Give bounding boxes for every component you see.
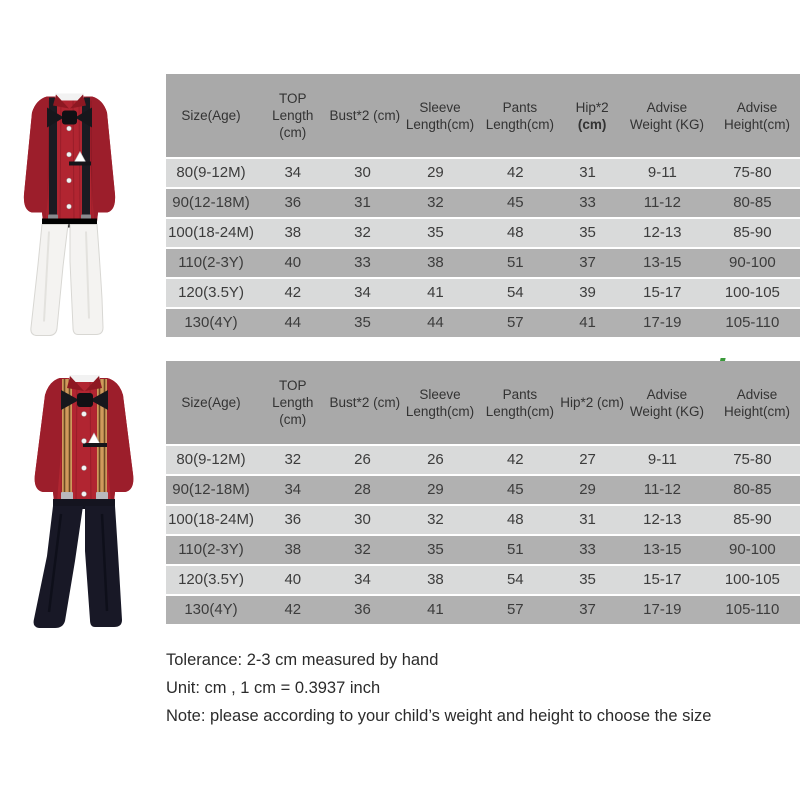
table-cell: 35 [427, 541, 444, 558]
table-cell: 110(2-3Y) [178, 254, 244, 271]
table-cell: 26 [354, 451, 371, 468]
column-header-line: Pants [502, 99, 538, 115]
table-cell: 35 [579, 224, 596, 241]
table-cell: 13-15 [643, 541, 682, 558]
table-row [166, 564, 800, 594]
table-cell: 90-100 [729, 541, 776, 558]
table-cell: 44 [284, 314, 302, 331]
column-header [330, 394, 401, 411]
table-cell: 120(3.5Y) [178, 571, 244, 588]
column-header-line: Weight (KG) [629, 403, 704, 419]
table-row [166, 157, 800, 187]
table-row [166, 594, 800, 624]
table-cell: 12-13 [643, 511, 682, 528]
table-cell: 32 [427, 194, 444, 211]
table-cell: 31 [579, 511, 596, 528]
table-row [166, 277, 800, 307]
table-cell: 42 [284, 284, 302, 301]
footer-notes [166, 646, 766, 730]
table-header-row [166, 74, 800, 157]
table-cell: 11-12 [643, 481, 681, 498]
table-cell: 85-90 [733, 224, 772, 241]
table-cell: 75-80 [733, 164, 772, 181]
table-cell: 26 [427, 451, 444, 468]
size-table-navy-pants-outfit [166, 361, 800, 624]
table-cell: 11-12 [643, 194, 681, 211]
table-cell: 51 [506, 254, 524, 271]
table-row [166, 444, 800, 474]
column-header-line: Height(cm) [723, 403, 790, 419]
column-header-line: Sleeve [419, 386, 461, 402]
table-cell: 31 [354, 194, 371, 211]
table-cell: 100-105 [724, 571, 780, 588]
column-header [256, 377, 330, 428]
table-cell: 15-17 [643, 571, 682, 588]
column-header [166, 394, 256, 411]
table-cell: 48 [506, 511, 524, 528]
column-header-line: Length(cm) [405, 116, 475, 132]
table-cell: 38 [427, 254, 444, 271]
table-cell: 32 [284, 451, 302, 468]
column-header [166, 107, 256, 124]
tolerance-note: Tolerance: 2-3 cm measured by hand [166, 651, 439, 669]
table-cell: 27 [579, 451, 596, 468]
table-cell: 38 [284, 541, 302, 558]
column-header-line: TOP [279, 91, 307, 106]
table-cell: 75-80 [733, 451, 772, 468]
table-cell: 38 [427, 571, 444, 588]
table-cell: 29 [427, 481, 444, 498]
size-table-white-pants-outfit [166, 74, 800, 337]
column-header [330, 107, 401, 124]
table-cell: 36 [354, 601, 371, 618]
table-cell: 29 [427, 164, 444, 181]
column-header-line: Height(cm) [723, 116, 790, 132]
navy-pants [34, 499, 122, 628]
table-cell: 130(4Y) [184, 601, 238, 618]
column-header-line: TOP [279, 378, 307, 393]
column-header-line: Advise [736, 386, 778, 402]
table-cell: 90-100 [729, 254, 776, 271]
table-cell: 80-85 [733, 481, 772, 498]
table-cell: 40 [284, 254, 302, 271]
column-header-line: Length(cm) [485, 116, 555, 132]
column-header [624, 99, 709, 133]
outfit-illustration-navy-pants [5, 356, 160, 636]
column-header [256, 90, 330, 141]
column-header-line: Size(Age) [181, 108, 241, 123]
table-cell: 100(18-24M) [168, 511, 254, 528]
column-header-line: Hip*2 [575, 99, 609, 115]
column-header-line: Length [272, 395, 314, 410]
table-cell: 105-110 [725, 601, 780, 618]
table-cell: 45 [506, 194, 524, 211]
table-cell: 48 [506, 224, 524, 241]
outfit-illustration-white-pants [2, 66, 137, 342]
table-cell: 42 [506, 451, 524, 468]
product-photo-white-pants-outfit [2, 66, 137, 342]
table-cell: 35 [579, 571, 596, 588]
column-header-line: Weight (KG) [629, 116, 704, 132]
table-cell: 36 [284, 194, 302, 211]
table-cell: 32 [427, 511, 444, 528]
table-cell: 57 [506, 601, 524, 618]
column-header-line: Length(cm) [405, 403, 475, 419]
column-header-line: Advise [736, 99, 778, 115]
column-header [560, 394, 625, 411]
column-header-line: Length(cm) [485, 403, 555, 419]
table-cell: 130(4Y) [184, 314, 238, 331]
table-cell: 80(9-12M) [176, 451, 246, 468]
table-row [166, 534, 800, 564]
table-cell: 110(2-3Y) [178, 541, 244, 558]
table-cell: 34 [284, 164, 302, 181]
table-cell: 37 [579, 601, 596, 618]
table-cell: 36 [284, 511, 302, 528]
table-cell: 57 [506, 314, 524, 331]
column-header-line: Advise [646, 386, 688, 402]
table-cell: 41 [427, 601, 444, 618]
table-cell: 34 [354, 571, 371, 588]
table-cell: 35 [354, 314, 371, 331]
column-header-line: Size(Age) [181, 395, 241, 410]
column-header [560, 99, 625, 133]
table-cell: 44 [427, 314, 444, 331]
table-cell: 33 [579, 194, 596, 211]
column-header-line: Sleeve [419, 99, 461, 115]
table-row [166, 474, 800, 504]
column-header-line: Bust*2 (cm) [329, 108, 401, 123]
column-header-line: (cm) [279, 125, 307, 140]
table-cell: 90(12-18M) [172, 194, 250, 211]
table-cell: 12-13 [643, 224, 682, 241]
column-header-line: Bust*2 (cm) [329, 395, 401, 410]
table-cell: 39 [579, 284, 596, 301]
column-header [624, 386, 709, 420]
table-cell: 9-11 [647, 451, 677, 468]
table-cell: 34 [284, 481, 302, 498]
table-cell: 32 [354, 224, 371, 241]
table-cell: 41 [579, 314, 596, 331]
white-pants [31, 219, 103, 336]
table-cell: 32 [354, 541, 371, 558]
column-header [709, 99, 800, 133]
table-cell: 51 [506, 541, 524, 558]
table-cell: 9-11 [647, 164, 677, 181]
column-header-line: Pants [502, 386, 538, 402]
table-cell: 29 [579, 481, 596, 498]
column-header [480, 99, 560, 133]
table-cell: 30 [354, 164, 371, 181]
column-header-line: Length [272, 108, 314, 123]
table-cell: 38 [284, 224, 302, 241]
table-row [166, 504, 800, 534]
table-cell: 34 [354, 284, 371, 301]
table-cell: 80-85 [733, 194, 772, 211]
table-cell: 41 [427, 284, 444, 301]
table-row [166, 307, 800, 337]
table-cell: 42 [506, 164, 524, 181]
column-header-line: (cm) [279, 412, 307, 427]
table-cell: 90(12-18M) [172, 481, 250, 498]
table-cell: 13-15 [643, 254, 682, 271]
column-header [400, 99, 480, 133]
table-cell: 31 [579, 164, 596, 181]
table-cell: 33 [579, 541, 596, 558]
size-advice-note: Note: please according to your child’s weight and height to choose the size [166, 707, 712, 725]
column-header-line: Advise [646, 99, 688, 115]
table-cell: 33 [354, 254, 371, 271]
table-cell: 54 [506, 571, 524, 588]
table-cell: 54 [506, 284, 524, 301]
column-header [480, 386, 560, 420]
unit-note: Unit: cm , 1 cm = 0.3937 inch [166, 679, 381, 697]
table-cell: 85-90 [733, 511, 772, 528]
table-cell: 45 [506, 481, 524, 498]
table-cell: 100(18-24M) [168, 224, 254, 241]
column-header-line: Hip*2 (cm) [560, 395, 625, 410]
table-row [166, 217, 800, 247]
table-cell: 17-19 [643, 314, 682, 331]
table-row [166, 247, 800, 277]
table-cell: 15-17 [643, 284, 682, 301]
table-cell: 17-19 [643, 601, 682, 618]
table-cell: 100-105 [724, 284, 780, 301]
table-cell: 30 [354, 511, 371, 528]
table-cell: 105-110 [725, 314, 780, 331]
table-row [166, 187, 800, 217]
table-cell: 120(3.5Y) [178, 284, 244, 301]
column-header [400, 386, 480, 420]
table-cell: 42 [284, 601, 302, 618]
table-header-row [166, 361, 800, 444]
table-cell: 40 [284, 571, 302, 588]
column-header-line: (cm) [577, 116, 607, 132]
table-cell: 28 [354, 481, 371, 498]
table-cell: 37 [579, 254, 596, 271]
table-cell: 80(9-12M) [176, 164, 246, 181]
column-header [709, 386, 800, 420]
product-photo-navy-pants-outfit [5, 356, 160, 636]
table-cell: 35 [427, 224, 444, 241]
